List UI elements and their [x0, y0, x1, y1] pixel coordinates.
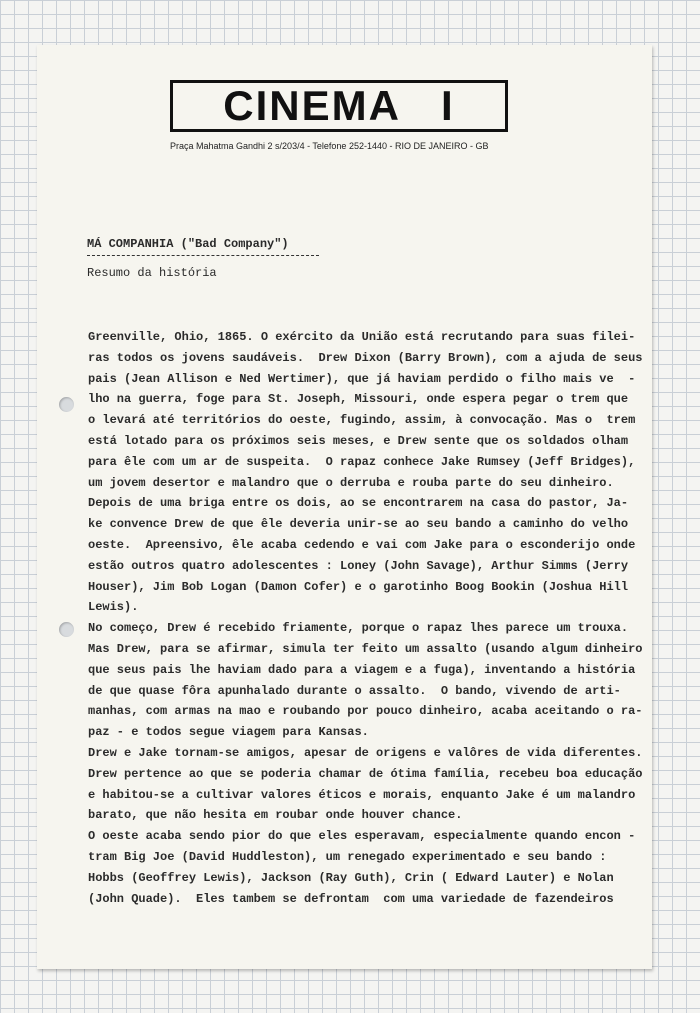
text-line: para êle com um ar de suspeita. O rapaz conhece Jake Rumsey (Jeff Bridges),: [88, 454, 636, 469]
text-line: oeste. Apreensivo, êle acaba cedendo e vai com Jake para o esconderijo onde: [88, 537, 636, 552]
text-line: um jovem desertor e malandro que o derruba e rouba parte do seu dinheiro.: [88, 475, 614, 490]
document-title: MÁ COMPANHIA ("Bad Company"): [87, 237, 289, 251]
typed-page: [37, 45, 652, 969]
title-underline: [87, 255, 319, 256]
text-line: está lotado para os próximos seis meses, e Drew sente que os soldados olham: [88, 433, 629, 448]
letterhead-address: Praça Mahatma Gandhi 2 s/203/4 - Telefone 252-1440 - RIO DE JANEIRO - GB: [170, 141, 489, 151]
story-summary: [88, 327, 648, 909]
text-line: O oeste acaba sendo pior do que eles esperavam, especialmente quando encon -: [88, 829, 636, 844]
document-subtitle: Resumo da história: [87, 266, 217, 280]
text-line: Lewis).: [88, 600, 139, 615]
text-line: ke convence Drew de que êle deveria unir-se ao seu bando a caminho do velho: [88, 517, 629, 532]
text-line: pais (Jean Allison e Ned Wertimer), que já haviam perdido o filho mais ve -: [88, 371, 636, 386]
text-line: manhas, com armas na mao e roubando por pouco dinheiro, acaba aceitando o ra-: [88, 704, 643, 719]
punch-hole: [59, 622, 74, 637]
cinema-logo: [170, 80, 508, 132]
text-line: Depois de uma briga entre os dois, ao se encontrarem na casa do pastor, Ja-: [88, 496, 629, 511]
text-line: de que quase fôra apunhalado durante o assalto. O bando, vivendo de arti-: [88, 683, 621, 698]
text-line: Greenville, Ohio, 1865. O exército da União está recrutando para suas filei-: [88, 330, 636, 344]
text-line: Drew pertence ao que se poderia chamar de ótima família, recebeu boa educação: [88, 766, 643, 781]
logo-text: CINEMA I: [223, 82, 455, 129]
text-line: barato, que não hesita em roubar onde houver chance.: [88, 808, 463, 823]
text-line: paz - e todos segue viagem para Kansas.: [88, 725, 369, 740]
text-line: Mas Drew, para se afirmar, simula ter feito um assalto (usando algum dinheiro: [88, 641, 643, 656]
text-line: (John Quade). Eles tambem se defrontam com uma variedade de fazendeiros: [88, 891, 614, 906]
text-line: que seus pais lhe haviam dado para a viagem e a fuga), inventando a história: [88, 662, 636, 677]
text-line: No começo, Drew é recebido friamente, porque o rapaz lhes parece um trouxa.: [88, 621, 629, 636]
punch-hole: [59, 397, 74, 412]
text-line: o levará até territórios do oeste, fugindo, assim, à convocação. Mas o trem: [88, 413, 636, 428]
text-line: tram Big Joe (David Huddleston), um renegado experimentado e seu bando :: [88, 849, 607, 864]
text-line: Hobbs (Geoffrey Lewis), Jackson (Ray Guth), Crin ( Edward Lauter) e Nolan: [88, 870, 614, 885]
text-line: Drew e Jake tornam-se amigos, apesar de origens e valôres de vida diferentes.: [88, 745, 643, 760]
text-line: e habitou-se a cultivar valores éticos e morais, enquanto Jake é um malandro: [88, 787, 636, 802]
text-line: lho na guerra, foge para St. Joseph, Missouri, onde espera pegar o trem que: [88, 392, 629, 407]
text-line: Houser), Jim Bob Logan (Damon Cofer) e o garotinho Boog Bookin (Joshua Hill: [88, 579, 629, 594]
text-line: ras todos os jovens saudáveis. Drew Dixon (Barry Brown), com a ajuda de seus: [88, 350, 643, 365]
text-line: estão outros quatro adolescentes : Loney (John Savage), Arthur Simms (Jerry: [88, 558, 629, 573]
